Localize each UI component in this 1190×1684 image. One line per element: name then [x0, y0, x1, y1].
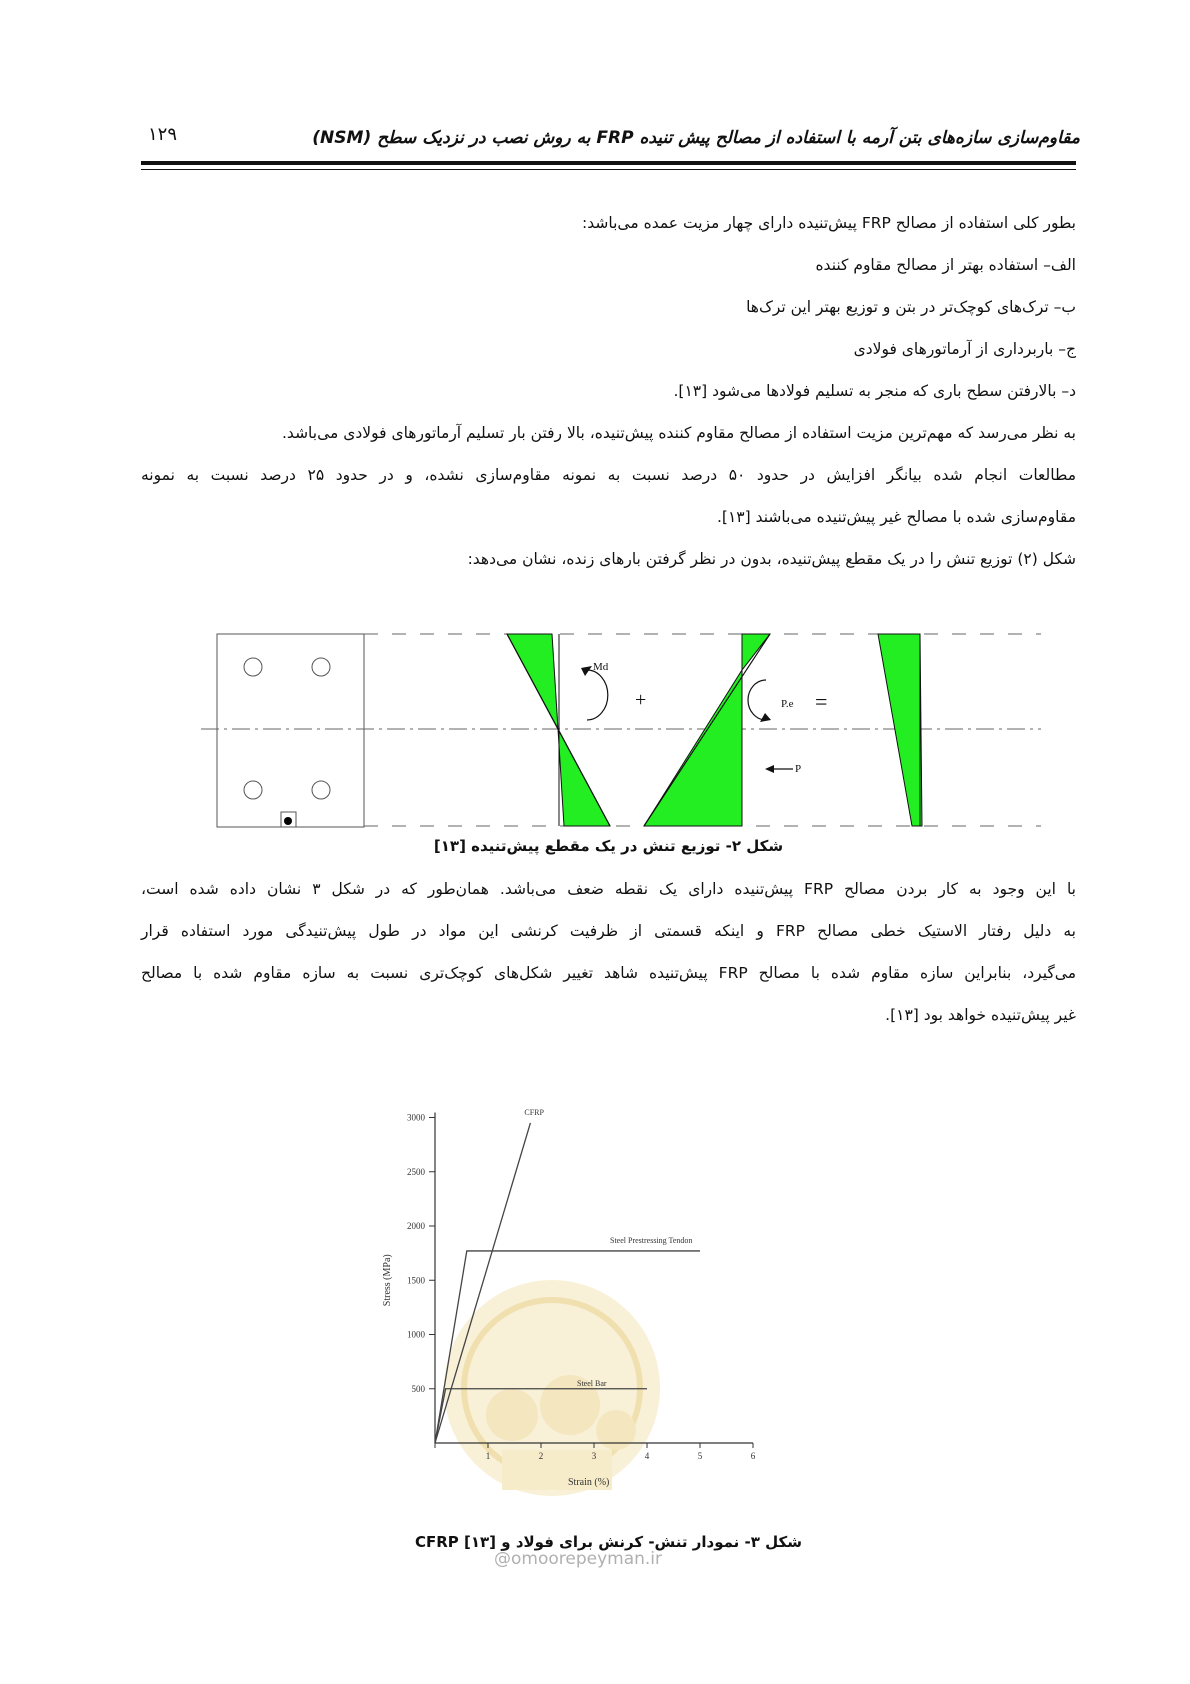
series-label-2: Steel Bar: [577, 1378, 607, 1388]
y-tick-label: 3000: [407, 1112, 425, 1123]
result-stress: [878, 634, 922, 826]
para3-block: [141, 868, 1076, 1036]
figure-2-stress-diagram: [141, 610, 1076, 830]
y-axis-label: Stress (MPa): [382, 1254, 393, 1307]
label-pe: P.e: [781, 698, 794, 710]
y-tick-label: 1500: [407, 1275, 425, 1286]
para3-line1: با این وجود به کار بردن مصالح FRP پیش‌تنیده دارای یک نقطه ضعف می‌باشد. همان‌طور که در شکل ۳ نشان داده شده است،: [141, 880, 1076, 898]
figure-3-stress-strain-chart: [380, 1070, 840, 1520]
header-rule-thin: [141, 169, 1076, 170]
y-tick-label: 2000: [407, 1221, 425, 1231]
para1-line3: مقاوم‌سازی شده با مصالح غیر پیش‌تنیده می‌باشند [۱۳].: [717, 508, 1076, 526]
label-md: Md: [593, 661, 609, 673]
y-tick-label: 500: [411, 1383, 425, 1394]
para3-line4: غیر پیش‌تنیده خواهد بود [۱۳].: [885, 1006, 1076, 1024]
x-tick-label: 2: [538, 1451, 544, 1461]
watermark-handle: @omoorepeyman.ir: [494, 1549, 663, 1569]
list-item-b: ب– ترک‌های کوچک‌تر در بتن و توزیع بهتر این ترک‌ها: [746, 298, 1076, 316]
series-label-1: Steel Prestressing Tendon: [610, 1235, 693, 1245]
series-label-0: CFRP: [524, 1107, 544, 1117]
y-tick-label: 2500: [407, 1166, 425, 1177]
x-tick-label: 5: [697, 1451, 703, 1461]
para1-line2: مطالعات انجام شده بیانگر افزایش در حدود ۵۰ درصد نسبت به نمونه مقاوم‌سازی نشده، و در حدود ۲۵ درصد نسبت به نمونه: [141, 466, 1076, 484]
x-axis-label: Strain (%): [568, 1477, 610, 1488]
x-tick-label: 1: [485, 1451, 491, 1461]
page-number: ۱۲۹: [148, 124, 178, 145]
rebar-bottom-left: [244, 781, 262, 799]
header-rule-thick: [141, 161, 1076, 165]
frp-bar: [284, 817, 292, 825]
running-header-title: مقاوم‌سازی سازه‌های بتن آرمه با استفاده از مصالح پیش تنیده FRP به روش نصب در نزدیک سطح (NSM): [312, 128, 1080, 148]
para3-line3: می‌گیرد، بنابراین سازه مقاوم شده با مصالح FRP پیش‌تنیده شاهد تغییر شکل‌های کوچک‌تری نسبت به سازه مقاوم شده با مصالح: [141, 964, 1076, 982]
equals-sign: =: [815, 689, 828, 714]
plus-sign: +: [635, 689, 647, 711]
rebar-top-right: [312, 658, 330, 676]
md-moment-arrow: [587, 670, 608, 720]
list-item-c: ج– باربرداری از آرماتورهای فولادی: [853, 340, 1076, 358]
x-tick-label: 3: [591, 1451, 597, 1461]
para2-line: شکل (۲) توزیع تنش را در یک مقطع پیش‌تنیده، بدون در نظر گرفتن بارهای زنده، نشان می‌دهد:: [467, 550, 1076, 568]
figure-3-caption: شکل ۳- نمودار تنش- کرنش برای فولاد و CFRP [۱۳]: [415, 1533, 802, 1551]
rebar-bottom-right: [312, 781, 330, 799]
pe-moment-arrow: [748, 680, 766, 720]
para1-line1: به نظر می‌رسد که مهم‌ترین مزیت استفاده از مصالح مقاوم کننده پیش‌تنیده، بالا رفتن بار تسلیم آرماتورهای فولادی می‌باشد.: [282, 424, 1076, 442]
x-tick-label: 6: [750, 1451, 756, 1461]
x-tick-label: 4: [644, 1451, 650, 1461]
figure-2-caption: شکل ۲- توزیع تنش در یک مقطع پیش‌تنیده [۱۳]: [433, 837, 784, 855]
list-item-a: الف– استفاده بهتر از مصالح مقاوم کننده: [815, 256, 1076, 274]
watermark-seal: [444, 1280, 660, 1496]
para3-line2: به دلیل رفتار الاستیک خطی مصالح FRP و اینکه قسمتی از ظرفیت کرنشی این مواد در طول پیش‌تنیدگی مورد استفاده قرار: [141, 922, 1076, 940]
rebar-top-left: [244, 658, 262, 676]
label-p: P: [795, 763, 802, 775]
intro-line: بطور کلی استفاده از مصالح FRP پیش‌تنیده دارای چهار مزیت عمده می‌باشد:: [582, 214, 1076, 232]
y-tick-label: 1000: [407, 1329, 425, 1340]
intro-block: [141, 202, 1076, 580]
list-item-d: د– بالارفتن سطح باری که منجر به تسلیم فولادها می‌شود [۱۳].: [673, 382, 1076, 400]
section-outline: [217, 634, 364, 827]
